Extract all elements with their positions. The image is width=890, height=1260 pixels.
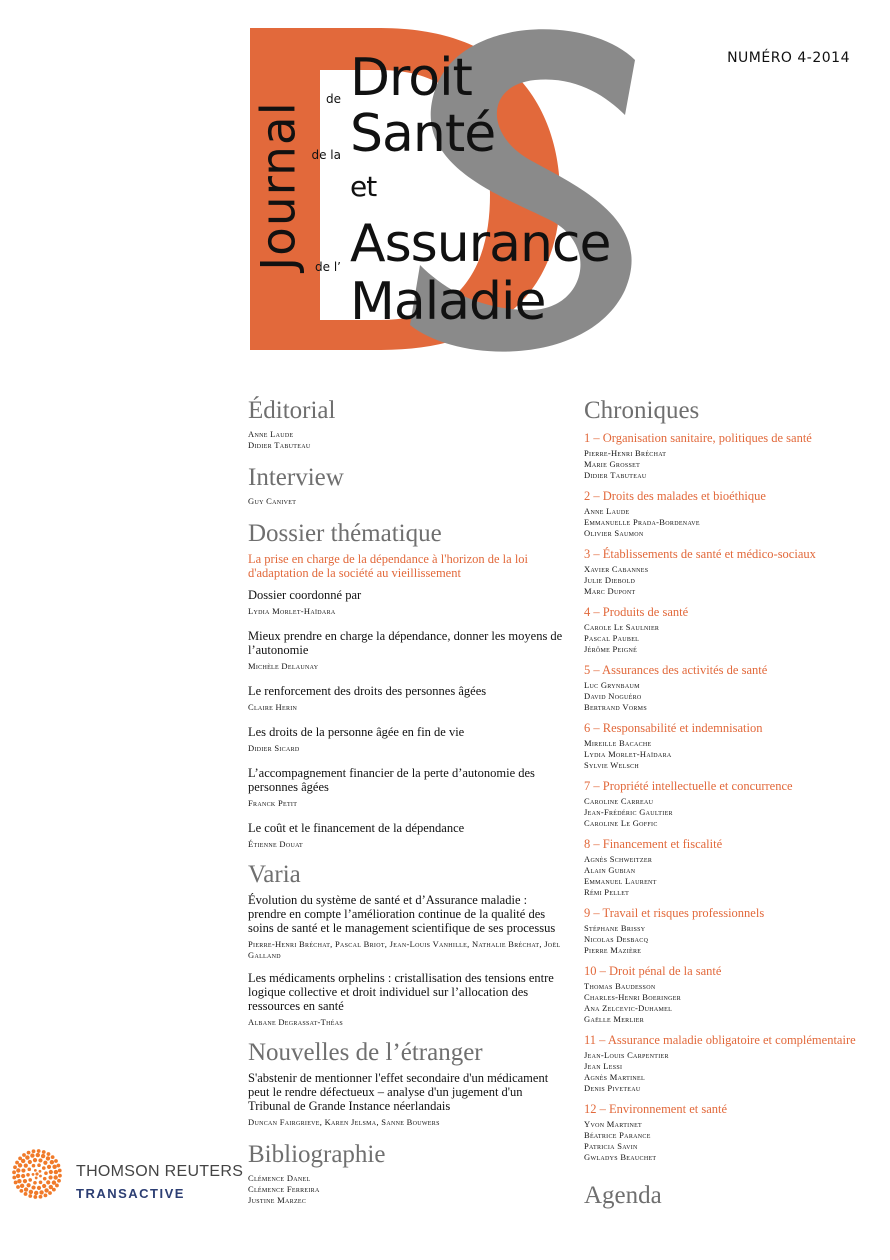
author: Ana Zelcevic-Duhamel bbox=[584, 1003, 673, 1013]
author: Béatrice Parance bbox=[584, 1130, 651, 1140]
author: Anne Laude bbox=[584, 506, 630, 516]
author: Lydia Morlet-Haïdara bbox=[584, 749, 672, 759]
chronicle-authors bbox=[584, 796, 874, 829]
left-column bbox=[248, 398, 564, 1206]
biblio-heading: Bibliographie bbox=[248, 1141, 386, 1168]
logo-dot bbox=[47, 1165, 51, 1169]
logo-dot bbox=[12, 1170, 16, 1174]
logo-dot bbox=[15, 1161, 19, 1165]
article-authors: Duncan Fairgrieve, Karen Jelsma, Sanne Bouwers bbox=[248, 1117, 440, 1127]
logo-dot bbox=[32, 1173, 35, 1176]
article-title[interactable]: L’accompagnement financier de la perte d’autonomie des personnes âgées bbox=[248, 766, 535, 794]
chronicle-title[interactable]: 11 – Assurance maladie obligatoire et complémentaire bbox=[584, 1033, 856, 1047]
author: Didier Tabuteau bbox=[584, 470, 647, 480]
logo-dot bbox=[48, 1175, 52, 1179]
logo-dot bbox=[39, 1195, 43, 1199]
chronicle-title[interactable]: 3 – Établissements de santé et médico-sociaux bbox=[584, 547, 816, 561]
article-authors: Albane Degrassat-Théas bbox=[248, 1017, 344, 1027]
logo-dot bbox=[42, 1150, 46, 1154]
varia-heading: Varia bbox=[248, 861, 301, 888]
mast-de: de bbox=[326, 92, 341, 106]
logo-dot bbox=[35, 1172, 38, 1175]
logo-dot bbox=[52, 1180, 56, 1184]
author: Agnès Schweitzer bbox=[584, 854, 653, 864]
logo-dot bbox=[27, 1151, 31, 1155]
logo-dot bbox=[28, 1194, 32, 1198]
author: Jean-Louis Carpentier bbox=[584, 1050, 669, 1060]
logo-dot bbox=[20, 1184, 24, 1188]
logo-dot bbox=[46, 1156, 50, 1160]
author: Charles-Henri Boeringer bbox=[584, 992, 681, 1002]
chronicle-title[interactable]: 7 – Propriété intellectuelle et concurrence bbox=[584, 779, 793, 793]
logo-dot bbox=[37, 1186, 41, 1190]
chronicle-title[interactable]: 12 – Environnement et santé bbox=[584, 1102, 728, 1116]
etranger-heading: Nouvelles de l’étranger bbox=[248, 1039, 483, 1066]
logo-dot bbox=[12, 1176, 16, 1180]
article-title[interactable]: Dossier coordonné par bbox=[248, 588, 362, 602]
interview-authors bbox=[248, 496, 564, 507]
logo-dot bbox=[39, 1170, 42, 1173]
logo-dot bbox=[38, 1158, 42, 1162]
logo-dot bbox=[28, 1178, 32, 1182]
chronicle-title[interactable]: 5 – Assurances des activités de santé bbox=[584, 663, 768, 677]
issue-number: NUMÉRO 4-2014 bbox=[727, 50, 850, 66]
author: Clémence Danel bbox=[248, 1173, 311, 1183]
logo-dot bbox=[46, 1180, 50, 1184]
article-authors: Didier Sicard bbox=[248, 743, 300, 753]
author: Marie Grosset bbox=[584, 459, 641, 469]
chronicle-authors bbox=[584, 923, 874, 956]
logo-dot bbox=[55, 1184, 59, 1188]
agenda-heading: Agenda bbox=[584, 1182, 662, 1209]
chronicle-authors bbox=[584, 1119, 874, 1163]
mast-assurance: Assurance bbox=[350, 214, 611, 274]
author: Pierre-Henri Bréchat bbox=[584, 448, 667, 458]
logo-dot bbox=[44, 1171, 48, 1175]
article-title[interactable]: Les médicaments orphelins : cristallisation des tensions entre logique collective et droit individuel sur l’allocation des ressources en santé bbox=[248, 971, 554, 1013]
mast-maladie: Maladie bbox=[350, 272, 546, 332]
logo-dot bbox=[33, 1195, 37, 1199]
author: Xavier Cabannes bbox=[584, 564, 649, 574]
logo-dot bbox=[16, 1174, 20, 1178]
chronicle-authors bbox=[584, 1050, 874, 1094]
author: Didier Tabuteau bbox=[248, 440, 311, 450]
author: Carole Le Saulnier bbox=[584, 622, 660, 632]
logo-dot bbox=[37, 1149, 41, 1153]
logo-dot bbox=[52, 1188, 56, 1192]
editorial-authors bbox=[248, 429, 564, 451]
author: Julie Diebold bbox=[584, 575, 636, 585]
publisher-sub: TRANSACTIVE bbox=[76, 1186, 185, 1201]
chronicle-title[interactable]: 8 – Financement et fiscalité bbox=[584, 837, 723, 851]
logo-dot bbox=[30, 1153, 34, 1157]
article-title[interactable]: Mieux prendre en charge la dépendance, donner les moyens de l’autonomie bbox=[248, 629, 563, 657]
author: Stéphane Brissy bbox=[584, 923, 646, 933]
mast-sante: Santé bbox=[350, 104, 496, 164]
logo-dot bbox=[37, 1163, 41, 1167]
thomson-reuters-logo-icon bbox=[12, 1149, 62, 1199]
logo-dot bbox=[43, 1161, 47, 1165]
article-authors: Lydia Morlet-Haïdara bbox=[248, 606, 336, 616]
author: Guy Canivet bbox=[248, 496, 297, 506]
author: Emmanuel Laurent bbox=[584, 876, 657, 886]
chronicle-authors bbox=[584, 506, 874, 539]
author: Alain Gubian bbox=[584, 865, 636, 875]
logo-dot bbox=[50, 1160, 54, 1164]
logo-dot bbox=[56, 1164, 60, 1168]
logo-dot bbox=[27, 1183, 31, 1187]
chronicle-list bbox=[584, 431, 874, 1163]
article-authors: Étienne Douat bbox=[248, 839, 304, 849]
publisher-name: THOMSON REUTERS bbox=[76, 1163, 244, 1180]
author: Pascal Paubel bbox=[584, 633, 640, 643]
logo-dot bbox=[21, 1168, 25, 1172]
logo-dot bbox=[42, 1184, 46, 1188]
dossier-subtitle: La prise en charge de la dépendance à l'horizon de la loi d'adaptation de la société au vieillissement bbox=[248, 552, 529, 580]
author: Rémi Pellet bbox=[584, 887, 630, 897]
author: Gaëlle Merlier bbox=[584, 1014, 645, 1024]
author: Sylvie Welsch bbox=[584, 760, 640, 770]
logo-dot bbox=[43, 1177, 47, 1181]
logo-dot bbox=[28, 1160, 32, 1164]
author: Caroline Carreau bbox=[584, 796, 654, 806]
article-title[interactable]: Les droits de la personne âgée en fin de vie bbox=[248, 725, 465, 739]
logo-dot bbox=[35, 1177, 38, 1180]
logo-dot bbox=[25, 1155, 29, 1159]
logo-dot bbox=[52, 1165, 56, 1169]
logo-dot bbox=[14, 1181, 18, 1185]
author: Olivier Saumon bbox=[584, 528, 644, 538]
chronicle-authors bbox=[584, 854, 874, 898]
logo-dot bbox=[58, 1169, 62, 1173]
article-authors: Michèle Delaunay bbox=[248, 661, 319, 671]
logo-dot bbox=[27, 1168, 31, 1172]
logo-dot bbox=[57, 1179, 61, 1183]
article-authors: Franck Petit bbox=[248, 798, 298, 808]
author: Justine Marzec bbox=[248, 1195, 307, 1205]
chronicle-authors bbox=[584, 564, 874, 597]
logo-dot bbox=[13, 1165, 17, 1169]
logo-dot bbox=[18, 1163, 22, 1167]
logo-dot bbox=[48, 1191, 52, 1195]
logo-dot bbox=[17, 1179, 21, 1183]
author: Pierre Mazière bbox=[584, 945, 642, 955]
logo-dot bbox=[33, 1158, 37, 1162]
logo-dot bbox=[24, 1192, 28, 1196]
chronicle-authors bbox=[584, 448, 874, 481]
author: Thomas Baudesson bbox=[584, 981, 656, 991]
logo-dot bbox=[36, 1153, 40, 1157]
logo-dot bbox=[44, 1188, 48, 1192]
logo-dot bbox=[39, 1180, 43, 1184]
author: Jean-Frédéric Gaultier bbox=[584, 807, 673, 817]
mast-dela: de la bbox=[311, 148, 341, 162]
logo-dot bbox=[44, 1193, 48, 1197]
logo-dot bbox=[47, 1152, 51, 1156]
logo-dot bbox=[16, 1185, 20, 1189]
article-authors: Claire Herin bbox=[248, 702, 298, 712]
author: Emmanuelle Prada-Bordenave bbox=[584, 517, 700, 527]
author: Bertrand Vorms bbox=[584, 702, 647, 712]
author: Yvon Martinet bbox=[584, 1119, 643, 1129]
logo-dot bbox=[19, 1189, 23, 1193]
author: Patricia Savin bbox=[584, 1141, 638, 1151]
logo-dot bbox=[54, 1159, 58, 1163]
logo-dot bbox=[39, 1175, 42, 1178]
author: Agnès Martinel bbox=[584, 1072, 645, 1082]
author: Jean Lessi bbox=[584, 1061, 623, 1071]
logo-dot bbox=[54, 1170, 58, 1174]
author: Caroline Le Goffic bbox=[584, 818, 658, 828]
chronicle-title[interactable]: 10 – Droit pénal de la santé bbox=[584, 964, 722, 978]
right-column bbox=[584, 398, 874, 1214]
logo-dot bbox=[53, 1175, 57, 1179]
logo-dot bbox=[16, 1168, 20, 1172]
chronicle-authors bbox=[584, 981, 874, 1025]
logo-dot bbox=[51, 1155, 55, 1159]
logo-dot bbox=[49, 1170, 53, 1174]
logo-dot bbox=[34, 1169, 37, 1172]
author: Nicolas Desbacq bbox=[584, 934, 649, 944]
logo-dot bbox=[21, 1174, 25, 1178]
interview-heading: Interview bbox=[248, 464, 344, 491]
logo-dot bbox=[33, 1181, 37, 1185]
chronicle-authors bbox=[584, 680, 874, 713]
journal-word: Journal bbox=[251, 100, 307, 271]
chronicle-authors bbox=[584, 738, 874, 771]
chronicle-title[interactable]: 6 – Responsabilité et indemnisation bbox=[584, 721, 763, 735]
author: David Noguéro bbox=[584, 691, 642, 701]
author: Denis Piveteau bbox=[584, 1083, 641, 1093]
logo-dot bbox=[58, 1174, 62, 1178]
mast-et: et bbox=[350, 170, 377, 203]
chronicle-title[interactable]: 2 – Droits des malades et bioéthique bbox=[584, 489, 766, 503]
author: Anne Laude bbox=[248, 429, 294, 439]
article-title[interactable]: Le coût et le financement de la dépendance bbox=[248, 821, 465, 835]
logo-dot bbox=[42, 1166, 46, 1170]
mast-droit: Droit bbox=[350, 48, 472, 108]
author: Luc Grynbaum bbox=[584, 680, 640, 690]
author: Mireille Bacache bbox=[584, 738, 652, 748]
chronicle-authors bbox=[584, 622, 874, 655]
logo-dot bbox=[24, 1187, 28, 1191]
mast-del: de l’ bbox=[315, 260, 341, 274]
editorial-heading: Éditorial bbox=[248, 397, 336, 424]
logo-dot bbox=[41, 1154, 45, 1158]
logo-dot bbox=[32, 1164, 36, 1168]
logo-dot bbox=[31, 1185, 35, 1189]
chronicle-title[interactable]: 1 – Organisation sanitaire, politiques de santé bbox=[584, 431, 812, 445]
article-title[interactable]: Le renforcement des droits des personnes âgées bbox=[248, 684, 487, 698]
logo-dot bbox=[39, 1190, 43, 1194]
logo-dot bbox=[34, 1191, 38, 1195]
chroniques-heading: Chroniques bbox=[584, 397, 700, 424]
biblio-authors bbox=[248, 1173, 564, 1206]
chronicle-title[interactable]: 9 – Travail et risques professionnels bbox=[584, 906, 765, 920]
author: Jérôme Peigné bbox=[584, 644, 638, 654]
dossier-heading: Dossier thématique bbox=[248, 520, 442, 547]
logo-dot bbox=[29, 1190, 33, 1194]
logo-dot bbox=[24, 1164, 28, 1168]
logo-dot bbox=[32, 1149, 36, 1153]
logo-dot bbox=[26, 1173, 30, 1177]
logo-dot bbox=[22, 1153, 26, 1157]
article-authors: Pierre-Henri Bréchat, Pascal Briot, Jean-Louis Vanhille, Nathalie Bréchat, Joël Galland bbox=[248, 939, 561, 960]
article-title[interactable]: S'abstenir de mentionner l'effet secondaire d'un médicament peut le rendre défectueux – analyse d'un jugement d'un Tribunal de Grande Instance néerlandais bbox=[248, 1071, 549, 1113]
logo-dot bbox=[18, 1156, 22, 1160]
author: Marc Dupont bbox=[584, 586, 636, 596]
author: Gwladys Beauchet bbox=[584, 1152, 657, 1162]
logo-dot bbox=[23, 1179, 27, 1183]
article-title[interactable]: Évolution du système de santé et d’Assurance maladie : prendre en compte l’amélioration continue de la qualité des soins de santé et le management scientifique de ses processus bbox=[248, 893, 556, 935]
author: Clémence Ferreira bbox=[248, 1184, 320, 1194]
chronicle-title[interactable]: 4 – Produits de santé bbox=[584, 605, 689, 619]
